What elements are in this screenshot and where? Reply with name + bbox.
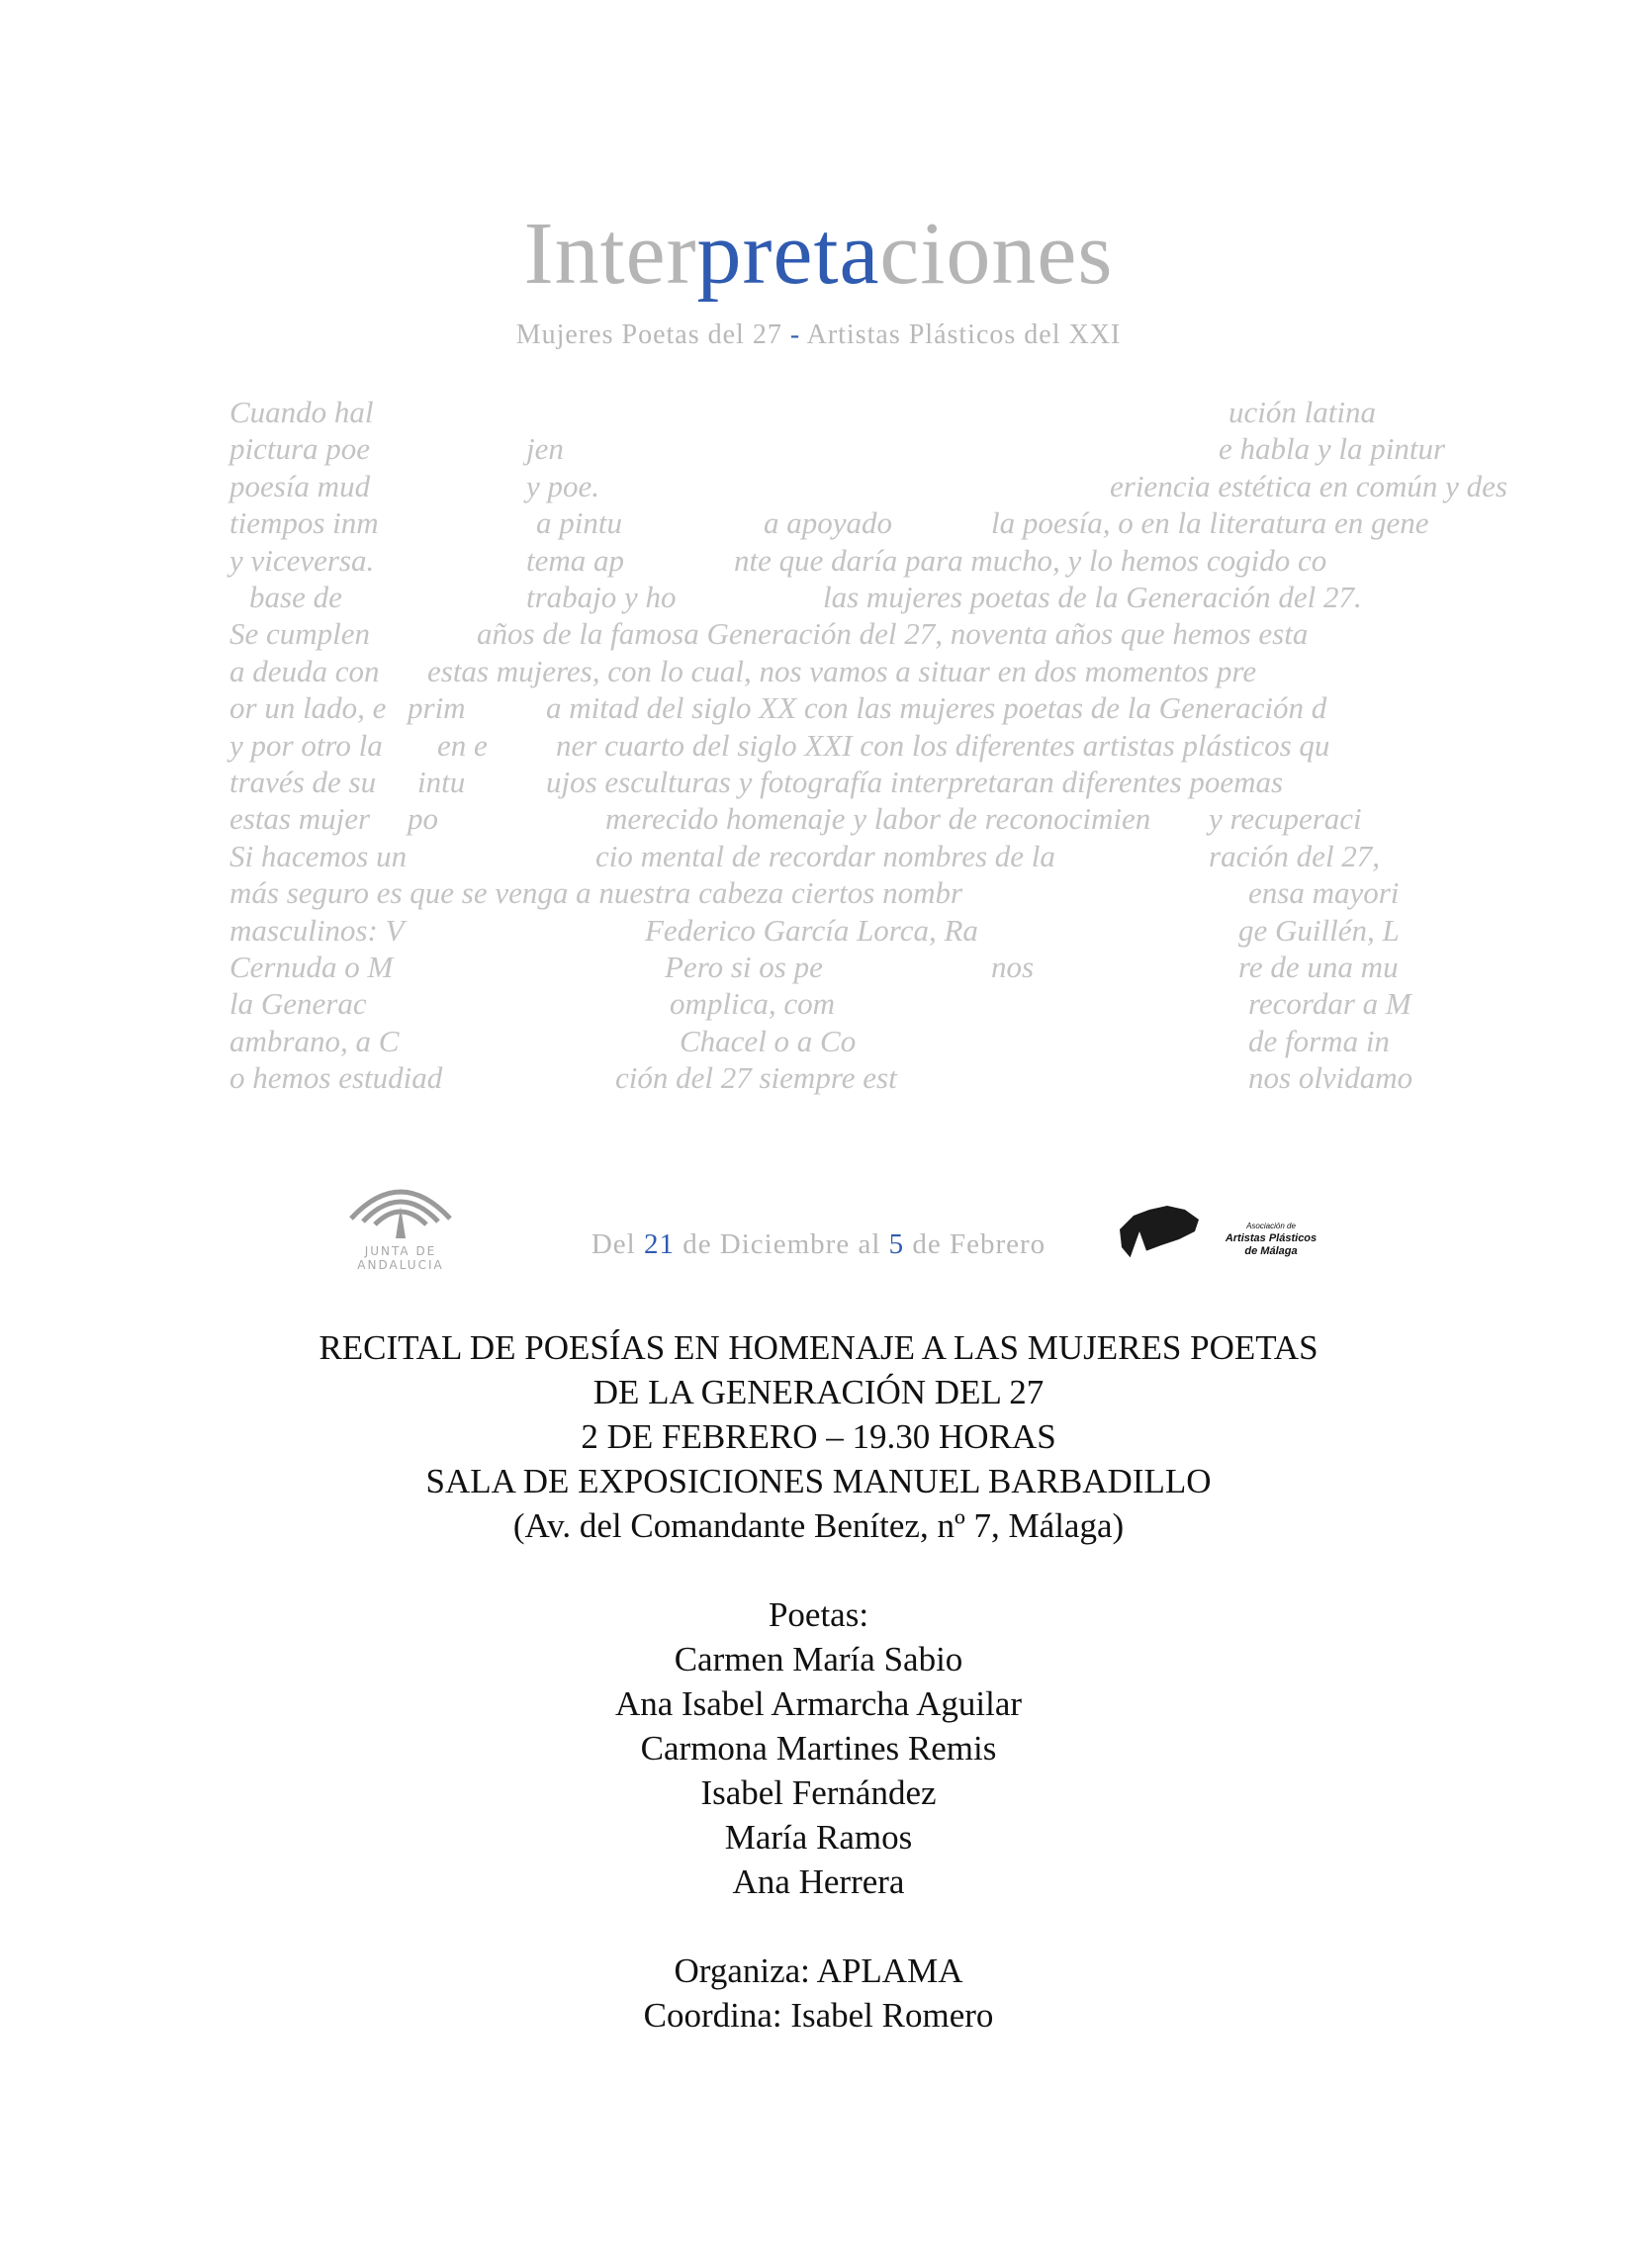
poem-line <box>229 985 1411 1022</box>
poetas-label: Poetas: <box>768 1595 869 1634</box>
poem-line <box>229 727 1397 764</box>
poem-fragment: a apoyado <box>764 505 893 541</box>
poem-fragment: omplica, com <box>670 986 836 1022</box>
poem-fragment: intu <box>417 765 466 799</box>
dates-del: Del <box>591 1228 636 1260</box>
poet-name: María Ramos <box>724 1818 913 1857</box>
poem-fragment: Si hacemos un <box>229 838 408 873</box>
poem-line <box>229 949 1397 985</box>
credits <box>0 1592 1637 2038</box>
malaga-map-icon <box>1116 1202 1205 1261</box>
poem-fragment: de forma in <box>1248 1023 1390 1058</box>
exhibition-dates <box>0 1228 1637 1261</box>
poem-fragment: eriencia estética en común y des <box>1110 468 1507 503</box>
poem-fragment: la poesía, o en la literatura en gene <box>991 505 1429 541</box>
poem-fragment: ambrano, a C <box>229 1023 400 1058</box>
poem-line <box>229 912 1400 949</box>
poem-line <box>229 689 1397 726</box>
dates-day-start: 21 <box>643 1228 675 1260</box>
poet-name: Ana Herrera <box>732 1862 905 1901</box>
poem-line <box>229 653 1397 689</box>
poem-fragment: la Generac <box>229 986 367 1022</box>
aplama-logo-line-3: de Málaga <box>1244 1245 1298 1257</box>
poem-fragment: Cuando hal <box>229 395 374 429</box>
poem-fragment: las mujeres poetas de la Generación del 27. <box>823 580 1362 614</box>
poem-fragment: y viceversa. <box>229 542 375 578</box>
poster-subtitle <box>0 319 1637 351</box>
poem-fragment: tema ap <box>526 542 625 578</box>
poem-background-text <box>229 394 1507 1098</box>
poem-fragment: a deuda con <box>229 653 380 688</box>
poem-fragment: or un lado, e <box>229 690 387 726</box>
poem-fragment: e habla y la pintur <box>1219 431 1446 467</box>
junta-logo-label: JUNTA DE ANDALUCIA <box>357 1244 444 1272</box>
poem-fragment: ner cuarto del siglo XXI con los diferentes artistas plásticos qu <box>556 727 1330 763</box>
poem-fragment: través de su <box>229 765 377 799</box>
recital-announcement <box>0 1325 1637 1548</box>
recital-line-4: SALA DE EXPOSICIONES MANUEL BARBADILLO <box>425 1462 1212 1500</box>
poem-line <box>229 1059 1413 1096</box>
poem-line <box>229 800 1397 837</box>
poem-fragment: tiempos inm <box>229 505 379 541</box>
poem-fragment: Chacel o a Co <box>680 1023 857 1058</box>
subtitle-separator: - <box>789 319 801 350</box>
poem-fragment: en e <box>437 727 488 763</box>
recital-line-5: (Av. del Comandante Benítez, nº 7, Málaga) <box>512 1506 1125 1545</box>
poem-line <box>229 874 1400 911</box>
poem-fragment: estas mujer <box>229 801 371 837</box>
poem-fragment: prim <box>408 690 466 726</box>
poem-fragment: ración del 27, <box>1209 838 1381 873</box>
title-part-2: preta <box>696 205 880 303</box>
poet-name: Carmen María Sabio <box>674 1640 963 1678</box>
poem-fragment: ensa mayori <box>1248 875 1400 911</box>
poem-fragment: a pintu <box>536 505 622 541</box>
poem-fragment: ción del 27 siempre est <box>615 1060 897 1096</box>
poem-line <box>229 579 1397 615</box>
spacer <box>0 1904 1637 1949</box>
poet-name: Ana Isabel Armarcha Aguilar <box>614 1684 1023 1723</box>
poem-line <box>229 764 1397 800</box>
poem-fragment: estas mujeres, con lo cual, nos vamos a situar en dos momentos pre <box>427 653 1257 688</box>
poem-fragment: Federico García Lorca, Ra <box>645 912 978 948</box>
poem-fragment: más seguro es que se venga a nuestra cabeza ciertos nombr <box>229 875 963 911</box>
poem-fragment: y recuperaci <box>1209 801 1362 837</box>
poem-fragment: ujos esculturas y fotografía interpretaran diferentes poemas <box>546 765 1284 799</box>
aplama-logo <box>1116 1202 1333 1271</box>
dates-day-end: 5 <box>888 1228 905 1260</box>
poem-line <box>229 430 1446 467</box>
poet-name: Isabel Fernández <box>700 1773 937 1812</box>
poet-name: Carmona Martines Remis <box>640 1729 997 1768</box>
poem-fragment: recordar a M <box>1248 986 1411 1022</box>
recital-line-3: 2 DE FEBRERO – 19.30 HORAS <box>581 1417 1056 1456</box>
poem-line <box>229 468 1507 504</box>
poem-fragment: Pero si os pe <box>665 950 823 984</box>
poem-line <box>229 1023 1397 1059</box>
poem-fragment: masculinos: V <box>229 912 405 948</box>
dates-end: de Febrero <box>912 1228 1046 1260</box>
poem-fragment: jen <box>526 431 564 467</box>
poem-line <box>229 504 1429 541</box>
poem-fragment: pictura poe <box>229 431 371 467</box>
poem-fragment: merecido homenaje y labor de reconocimien <box>605 801 1151 837</box>
poem-fragment: o hemos estudiad <box>229 1060 443 1096</box>
poem-fragment: años de la famosa Generación del 27, noventa años que hemos esta <box>477 616 1309 652</box>
subtitle-left: Mujeres Poetas del 27 <box>515 319 782 350</box>
poem-fragment: po <box>408 801 438 837</box>
poem-line <box>229 394 1397 430</box>
poem-fragment: Cernuda o M <box>229 950 394 984</box>
poem-fragment: nos olvidamo <box>1248 1060 1413 1096</box>
poem-fragment: nte que daría para mucho, y lo hemos cogido co <box>734 542 1327 578</box>
recital-line-2: DE LA GENERACIÓN DEL 27 <box>592 1373 1045 1411</box>
title-part-3: ciones <box>879 205 1114 303</box>
poem-fragment: ución latina <box>1228 395 1376 429</box>
aplama-logo-text <box>1207 1220 1335 1258</box>
aplama-logo-line-1: Asociación de <box>1246 1222 1296 1230</box>
poem-fragment: trabajo y ho <box>526 580 677 614</box>
poem-fragment: Se cumplen <box>229 616 371 652</box>
subtitle-right: Artistas Plásticos del XXI <box>806 319 1122 350</box>
poem-fragment: y por otro la <box>229 727 383 763</box>
title-part-1: Inter <box>523 205 697 303</box>
organiza-line: Organiza: APLAMA <box>674 1951 963 1990</box>
poem-fragment: poesía mud <box>229 468 371 503</box>
recital-line-1: RECITAL DE POESÍAS EN HOMENAJE A LAS MUJERES POETAS <box>318 1328 1319 1367</box>
poem-fragment: a mitad del siglo XX con las mujeres poetas de la Generación d <box>546 690 1327 726</box>
poem-line <box>229 838 1397 874</box>
aplama-logo-line-2: Artistas Plásticos <box>1225 1232 1318 1244</box>
poem-fragment: cio mental de recordar nombres de la <box>595 838 1055 873</box>
poem-line <box>229 542 1397 579</box>
poem-fragment: ge Guillén, L <box>1238 912 1400 948</box>
poster-title <box>0 205 1637 303</box>
poem-fragment: re de una mu <box>1238 950 1399 984</box>
poem-fragment: base de <box>249 580 342 614</box>
dates-mid: de Diciembre al <box>682 1228 881 1260</box>
coordina-line: Coordina: Isabel Romero <box>643 1996 994 2035</box>
poem-line <box>229 615 1397 652</box>
poem-fragment: y poe. <box>526 468 600 503</box>
poem-fragment: nos <box>991 950 1035 984</box>
